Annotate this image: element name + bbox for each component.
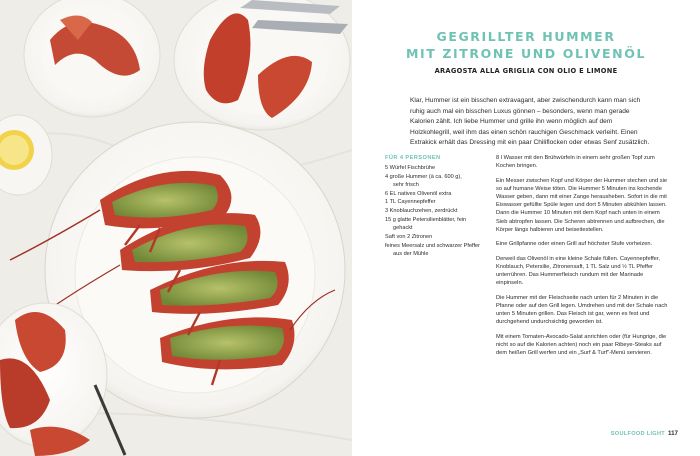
ingredient-item (385, 243, 491, 259)
ingredient-item (385, 217, 491, 233)
method-step: Ein Messer zwischen Kopf und Körper der Hummer stechen und sie so auf humane Weise töten. Die Hummer 5 Minuten ins kochende Wasser geben, dann mit einer Zange herausheben. Sofort in die mit Eiswasser gefüllte Spüle legen und dort 5 Minuten abkühlen lassen. Dann die Hummer 10 Minuten mit dem Kopf nach unten in einem Sieb abtropfen lassen. Die Scheren abtrennen und aufbrechen, die Körper längs halbieren und beiseitestellen. (496, 177, 668, 233)
ingredient-item (385, 199, 491, 207)
ingredient-item (385, 234, 491, 242)
ingredients-list (385, 165, 491, 260)
ingredient-item (385, 191, 491, 199)
method-step: Mit einem Tomaten-Avocado-Salat anrichten oder (für Hungrige, die nicht so auf die Kalorien achten) noch ein paar Ribeye-Steaks auf dem heißen Grill werfen und ein „Surf & Turf“-Menü servieren. (496, 333, 667, 356)
ingredient-text-cont: aus der Mühle (393, 250, 429, 257)
ingredient-text-cont: gehackt (393, 225, 413, 232)
method-step: 8 l Wasser mit den Brühwürfeln in einem sehr großen Topf zum Kochen bringen. (496, 155, 655, 170)
recipe-intro: Klar, Hummer ist ein bisschen extravagant, aber zwischendurch kann man sich ruhig auch mal ein bisschen Luxus gönnen – besonders, wenn man gerade Kalorien zählt. Ich liebe Hummer und grille ihn wenn möglich auf dem Holzkohlegrill, weil ihm das einen schön rauchigen Geschmack verleiht. Einen Extrakick erhält das Dressing mit ein paar Chiliflocken oder etwas Senf zusätzlich. (410, 97, 650, 147)
ingredient-item (385, 165, 491, 173)
ingredient-item (385, 174, 491, 190)
ingredient-text: Saft von 2 Zitronen (385, 233, 433, 240)
recipe-subtitle: ARAGOSTA ALLA GRIGLIA CON OLIO E LIMONE (434, 66, 618, 75)
page-footer (611, 430, 678, 437)
method-step: Derweil das Olivenöl in eine kleine Schale füllen. Cayennepfeffer, Knoblauch, Petersilie, Zitronensaft, 1 TL Salz und ½ TL Pfeffer unterrühren. Das Hummerfleisch rundum mit der Marinade einpinseln. (496, 255, 660, 287)
recipe-title-line-1: GEGRILLTER HUMMER (436, 29, 616, 44)
ingredient-text: 4 große Hummer (à ca. 600 g), (385, 173, 462, 180)
ingredient-item (385, 208, 491, 216)
recipe-page (352, 0, 700, 456)
ingredients-heading: FÜR 4 PERSONEN (385, 155, 441, 161)
ingredient-text: 6 EL natives Olivenöl extra (385, 190, 452, 197)
ingredient-text: 1 TL Cayennepfeffer (385, 199, 436, 206)
page-number: 117 (668, 430, 678, 437)
recipe-title-line-2: MIT ZITRONE UND OLIVENÖL (405, 46, 647, 61)
method-step: Eine Grillpfanne oder einen Grill auf höchster Stufe vorheizen. (496, 241, 653, 248)
method-steps (496, 154, 670, 363)
book-title: SOULFOOD LIGHT (610, 431, 666, 437)
ingredient-text: feines Meersalz und schwarzer Pfeffer (385, 242, 481, 249)
ingredient-text: 15 g glatte Petersilienblätter, fein (385, 217, 467, 224)
ingredient-text: 3 Knoblauchzehen, zerdrückt (385, 208, 458, 215)
ingredient-text-cont: sehr frisch (393, 181, 419, 188)
ingredient-text: 5 Würfel Fischbrühe (385, 165, 436, 171)
method-step: Die Hummer mit der Fleischseite nach unten für 2 Minuten in die Pfanne oder auf den Grill legen. Umdrehen und mit der Schale nach unten 5 Minuten grillen. Das Fleisch ist gar, wenn es fest und durchgehend undurchsichtig geworden ist. (496, 294, 668, 326)
